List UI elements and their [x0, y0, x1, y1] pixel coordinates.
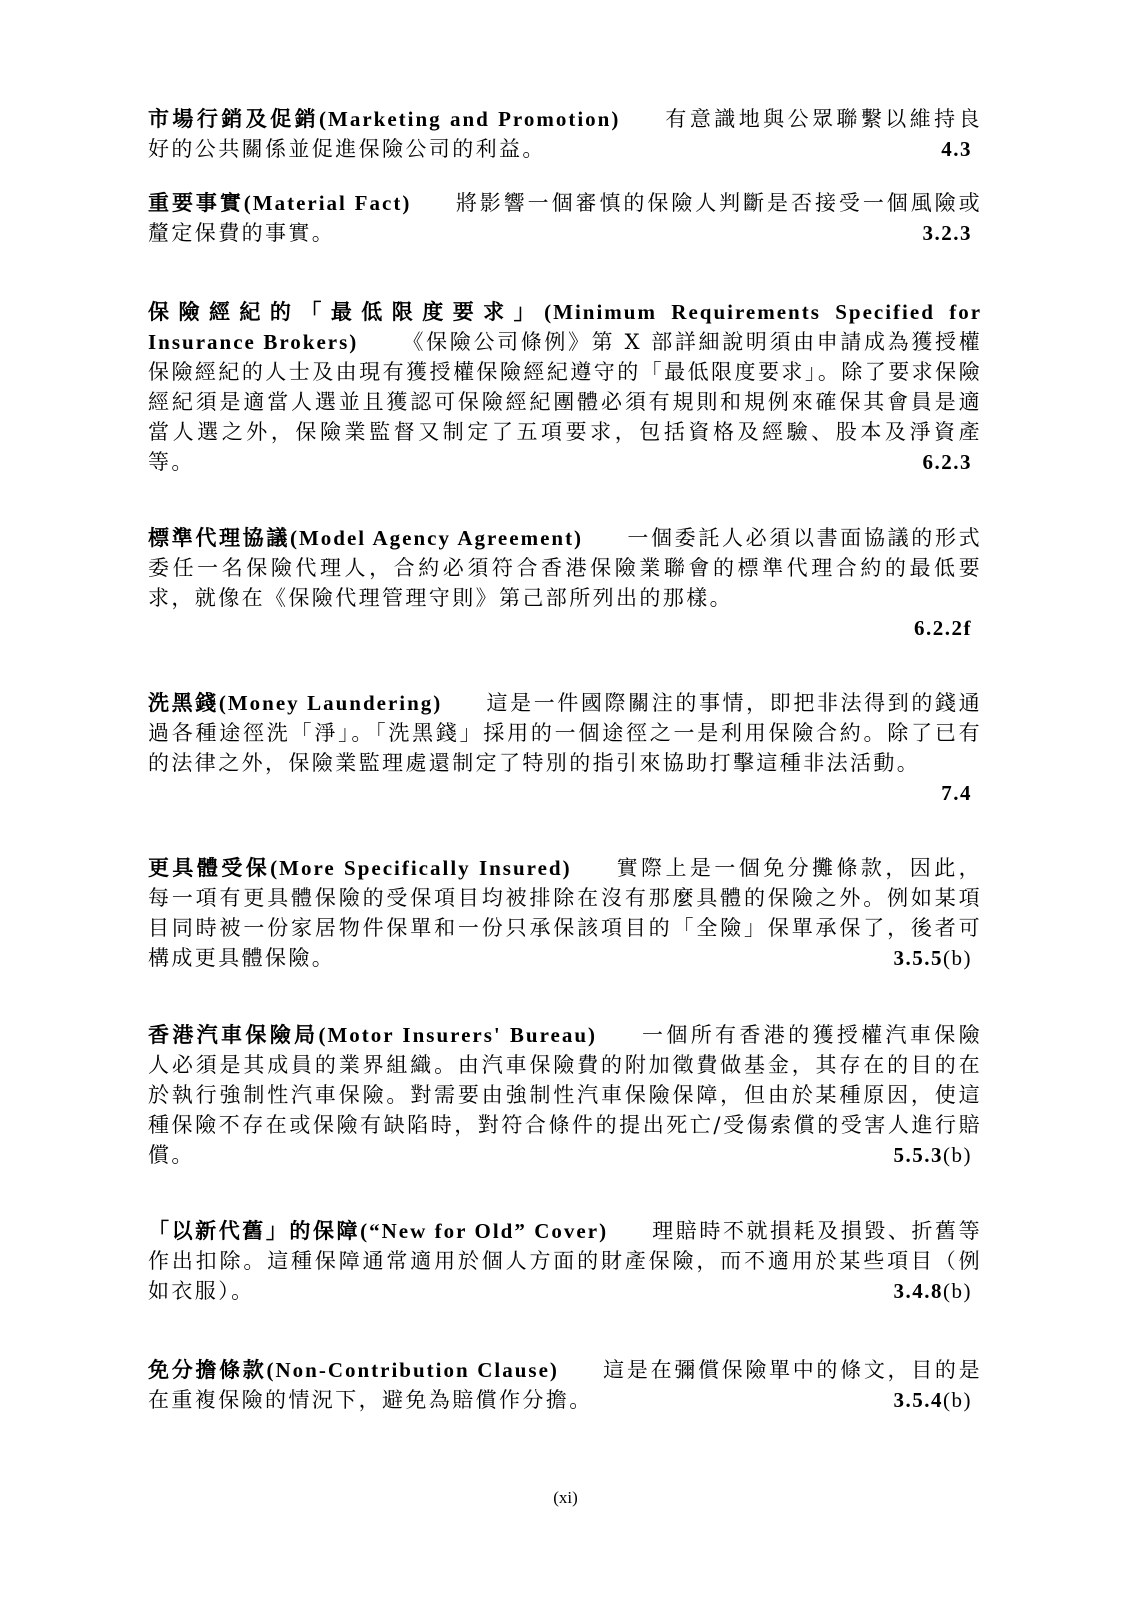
entry-text — [148, 188, 982, 248]
entry-text — [148, 1355, 982, 1415]
section-reference: 5.5.3(b) — [886, 1140, 973, 1170]
glossary-entry — [148, 188, 982, 248]
definition: 理賠時不就損耗及損毀、折舊等作出扣除。這種保障通常適用於個人方面的財產保險，而不適用於某些項目（例如衣服）。 — [148, 1219, 982, 1303]
glossary-entry — [148, 1216, 982, 1306]
term-english: (More Specifically Insured) — [270, 856, 572, 880]
term-english: (Model Agency Agreement) — [289, 526, 584, 550]
term-chinese: 標準代理協議 — [148, 525, 290, 550]
definition: 實際上是一個免分攤條款，因此，每一項有更具體保險的受保項目均被排除在沒有那麼具體的保險之外。例如某項目同時被一份家居物件保單和一份只承保該項目的「全險」保單承保了，後者可構成更具體保險。 — [148, 856, 983, 970]
definition: 一個委託人必須以書面協議的形式委任一名保險代理人，合約必須符合香港保險業聯會的標準代理合約的最低要求，就像在《保險代理管理守則》第己部所列出的那樣。 — [148, 526, 983, 610]
definition: 這是在彌償保險單中的條文，目的是在重複保險的情況下，避免為賠償作分擔。 — [148, 1358, 983, 1412]
definition: 將影響一個審慎的保險人判斷是否接受一個風險或釐定保費的事實。 — [148, 191, 982, 245]
entry-text — [148, 297, 982, 477]
definition: 《保險公司條例》第 X 部詳細說明須由申請成為獲授權保險經紀的人士及由現有獲授權保險經紀遵守的「最低限度要求」。除了要求保險經紀須是適當人選並且獲認可保險經紀團體必須有規則和規例來確保其會員是適當人選之外，保險業監督又制定了五項要求，包括資格及經驗、股本及淨資產等。 — [148, 330, 983, 474]
definition: 一個所有香港的獲授權汽車保險人必須是其成員的業界組織。由汽車保險費的附加徵費做基金，其存在的目的在於執行強制性汽車保險。對需要由強制性汽車保險保障，但由於某種原因，使這種保險不存在或保險有缺陷時，對符合條件的提出死亡/受傷索償的受害人進行賠償。 — [148, 1023, 982, 1167]
term-chinese: 重要事實 — [148, 190, 244, 215]
glossary-entry — [148, 297, 982, 477]
section-reference: 6.2.3 — [915, 447, 973, 477]
term-chinese: 保險經紀的「最低限度要求」 — [148, 299, 545, 324]
entry-text — [148, 104, 982, 164]
term-chinese: 更具體受保 — [148, 855, 271, 880]
section-reference: 6.2.2f — [906, 613, 972, 643]
glossary-entry — [148, 104, 982, 164]
term-chinese: 洗黑錢 — [148, 690, 219, 715]
glossary-entry — [148, 523, 982, 643]
entry-text — [148, 1216, 982, 1306]
entry-text — [148, 853, 982, 973]
term-english: (Minimum Requirements Specified for Insurance Brokers) — [148, 300, 983, 354]
term-english: (“New for Old” Cover) — [360, 1219, 609, 1243]
glossary-entry — [148, 688, 982, 808]
definition: 有意識地與公眾聯繫以維持良好的公共關係並促進保險公司的利益。 — [148, 107, 982, 161]
term-english: (Money Laundering) — [218, 691, 443, 715]
term-chinese: 「以新代舊」的保障 — [148, 1218, 361, 1243]
definition: 這是一件國際關注的事情，即把非法得到的錢通過各種途徑洗「淨」。「洗黑錢」採用的一個途徑之一是利用保險合約。除了已有的法律之外，保險業監理處還制定了特別的指引來協助打擊這種非法活動。 — [148, 691, 982, 775]
section-reference: 3.5.4(b) — [886, 1385, 973, 1415]
term-english: (Non-Contribution Clause) — [266, 1358, 559, 1382]
term-english: (Marketing and Promotion) — [319, 107, 621, 131]
term-chinese: 市場行銷及促銷 — [148, 106, 320, 131]
glossary-entry — [148, 1355, 982, 1415]
page-number: (xi) — [553, 1488, 578, 1507]
entry-text — [148, 688, 982, 778]
term-english: (Motor Insurers' Bureau) — [318, 1023, 598, 1047]
term-chinese: 免分擔條款 — [148, 1357, 267, 1382]
section-reference: 7.4 — [933, 778, 972, 808]
term-chinese: 香港汽車保險局 — [148, 1022, 319, 1047]
section-reference: 4.3 — [933, 134, 972, 164]
section-reference: 3.4.8(b) — [886, 1276, 973, 1306]
entry-text — [148, 1020, 982, 1170]
section-reference: 3.2.3 — [915, 218, 973, 248]
section-reference: 3.5.5(b) — [886, 943, 973, 973]
entry-text — [148, 523, 982, 613]
glossary-entry — [148, 853, 982, 973]
term-english: (Material Fact) — [243, 191, 412, 215]
glossary-entry — [148, 1020, 982, 1170]
